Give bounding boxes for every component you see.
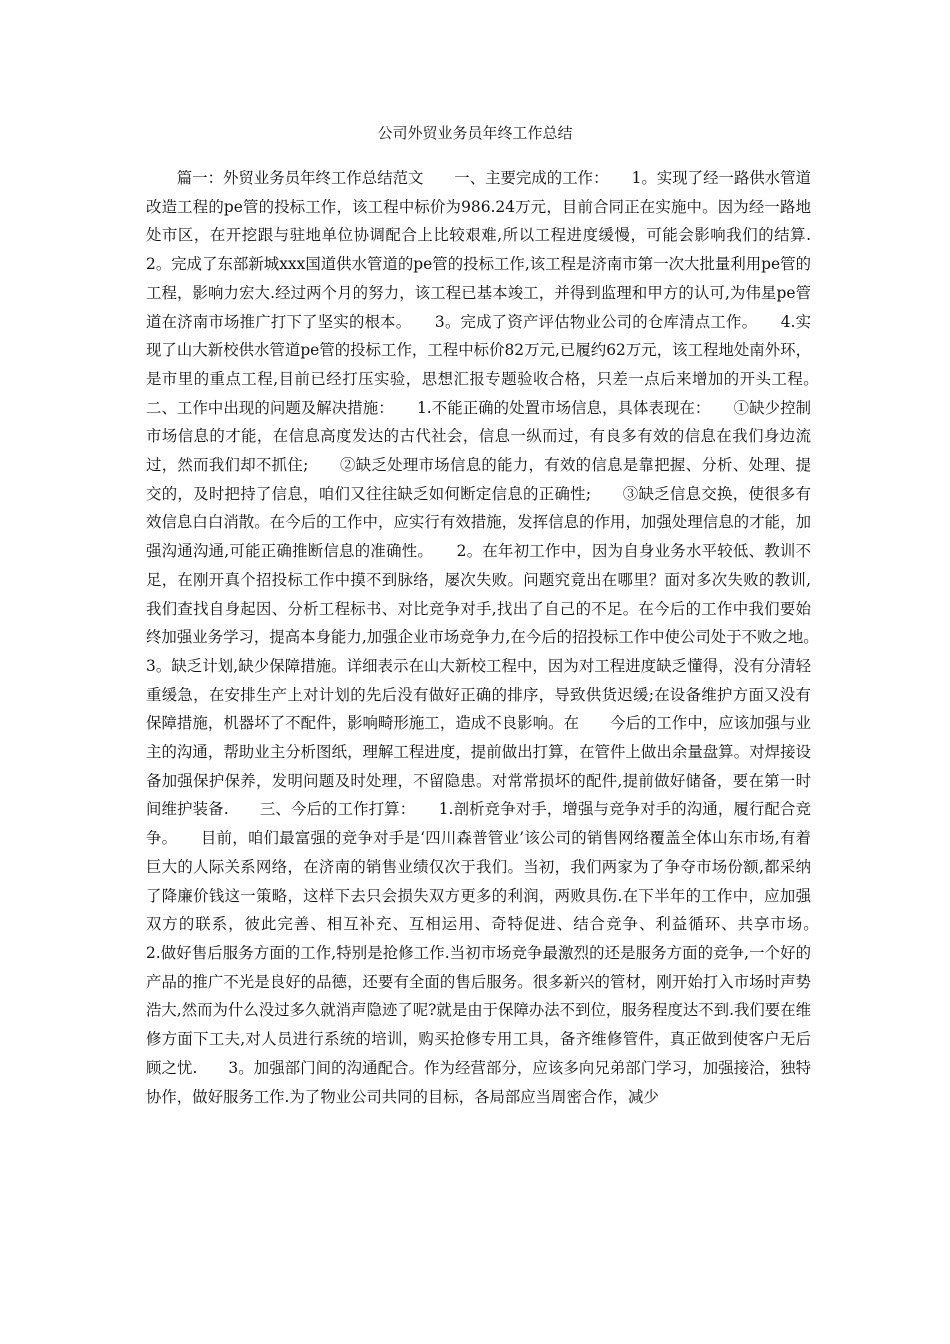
document-body-paragraph: 篇一：外贸业务员年终工作总结范文 一、主要完成的工作： 1。实现了经一路供水管道改造工程的pe管的投标工作，该工程中标价为986.24万元，目前合同正在实施中。因为经一路地处市区，在开挖跟与驻地单位协调配合上比较艰难,所以工程进度缓慢，可能会影响我们的结算. 2。完成了东部新城xxx国道供水管道的pe管的投标工作,该工程是济南市第一次大批量利用pe管的工程，影响力宏大.经过两个月的努力，该工程已基本竣工，并得到监理和甲方的认可,为伟星pe管道在济南市场推广打下了坚实的根本。 3。完成了资产评估物业公司的仓库清点工作。 4.实现了山大新校供水管道pe管的投标工作，工程中标价82万元,已履约62万元，该工程地处南外环，是市里的重点工程,目前已经打压实验，思想汇报专题验收合格，只差一点后来增加的开头工程。 二、工作中出现的问题及解决措施： 1.不能正确的处置市场信息，具体表现在： ①缺少控制市场信息的才能，在信息高度发达的古代社会，信息一纵而过，有良多有效的信息在我们身边流过，然而我们却不抓住; ②缺乏处理市场信息的能力，有效的信息是靠把握、分析、处理、提交的，及时把持了信息，咱们又往往缺乏如何断定信息的正确性; ③缺乏信息交换，使很多有效信息白白消散。在今后的工作中，应实行有效措施，发挥信息的作用，加强处理信息的才能，加强沟通沟通,可能正确推断信息的准确性。 2。在年初工作中，因为自身业务水平较低、教训不足，在刚开真个招投标工作中摸不到脉络，屡次失败。问题究竟出在哪里？面对多次失败的教训,我们查找自身起因、分析工程标书、对比竞争对手,找出了自己的不足。在今后的工作中我们要始终加强业务学习，提高本身能力,加强企业市场竞争力,在今后的招投标工作中使公司处于不败之地。 3。缺乏计划,缺少保障措施。详细表示在山大新校工程中，因为对工程进度缺乏懂得，没有分清轻重缓急，在安排生产上对计划的先后没有做好正确的排序，导致供货迟缓;在设备维护方面又没有保障措施，机器坏了不配件，影响畸形施工，造成不良影响。在 今后的工作中，应该加强与业主的沟通，帮助业主分析图纸，理解工程进度，提前做出打算，在管件上做出余量盘算。对焊接设备加强保护保养，发明问题及时处理，不留隐患。对常常损坏的配件,提前做好储备，要在第一时间维护装备. 三、今后的工作打算： 1.剖析竞争对手，增强与竞争对手的沟通，履行配合竞争。 目前，咱们最富强的竞争对手是‘四川森普管业’该公司的销售网络覆盖全体山东市场,有着巨大的人际关系网络，在济南的销售业绩仅次于我们。当初，我们两家为了争夺市场份额,都采纳了降廉价钱这一策略，这样下去只会损失双方更多的利润，两败具伤.在下半年的工作中，应加强双方的联系，彼此完善、相互补充、互相运用、奇特促进、结合竞争、利益循环、共享市场。 2.做好售后服务方面的工作,特别是抢修工作.当初市场竞争最激烈的还是服务方面的竞争,一个好的产品的推广不光是良好的品德，还要有全面的售后服务。很多新兴的管材，刚开始打入市场时声势浩大,然而为什么没过多久就消声隐迹了呢?就是由于保障办法不到位，服务程度达不到.我们要在维修方面下工夫,对人员进行系统的培训，购买抢修专用工具，备齐维修管件，真正做到使客户无后顾之忧. 3。加强部门间的沟通配合。作为经营部分，应该多向兄弟部门学习，加强接洽，独特协作，做好服务工作.为了物业公司共同的目标，各局部应当周密合作，减少	[146, 169, 842, 1106]
document-title: 公司外贸业务员年终工作总结	[377, 124, 573, 142]
